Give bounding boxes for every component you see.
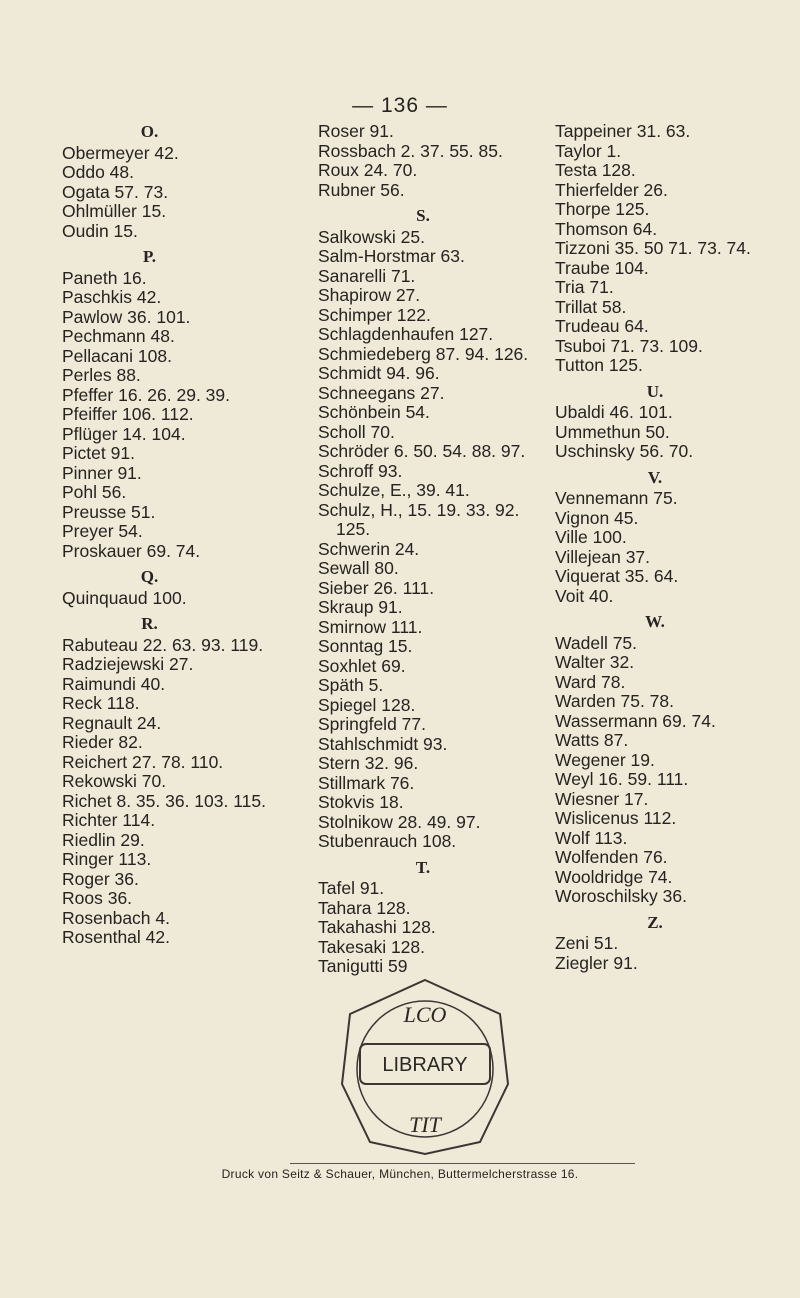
index-entry: Shapirow 27.	[318, 285, 421, 305]
index-section	[62, 247, 312, 561]
index-entry: Oddo 48.	[62, 162, 134, 182]
index-entry: Villejean 37.	[555, 546, 651, 567]
index-entry: Rieder 82.	[62, 732, 143, 752]
section-letter: O.	[140, 122, 159, 141]
index-entry: Pictet 91.	[62, 443, 135, 463]
section-letter: R.	[141, 614, 158, 633]
index-entry: Ohlmüller 15.	[62, 201, 167, 221]
index-entry: Traube 104.	[555, 257, 649, 278]
printer-imprint: Druck von Seitz & Schauer, München, Buttermelcherstrasse 16.	[221, 1167, 579, 1181]
index-entry: Thomson 64.	[555, 218, 658, 239]
index-entry: Pohl 56.	[62, 482, 127, 502]
index-entry: Watts 87.	[555, 730, 629, 750]
index-entry: Preyer 54.	[62, 521, 143, 541]
index-entry: Pechmann 48.	[62, 326, 175, 346]
index-entry: Riedlin 29.	[62, 829, 145, 850]
index-entry: Voit 40.	[555, 585, 614, 606]
index-entry: Schulz, H., 15. 19. 33. 92. 125.	[318, 499, 520, 539]
index-entry: Tsuboi 71. 73. 109.	[555, 335, 703, 356]
index-entry: Oudin 15.	[62, 220, 138, 241]
index-entry: Springfeld 77.	[318, 714, 426, 734]
index-entry: Wassermann 69. 74.	[555, 710, 716, 731]
index-entry: Paneth 16.	[62, 267, 147, 288]
index-entry: Reck 118.	[62, 693, 140, 713]
index-entry: Testa 128.	[555, 160, 636, 180]
index-entry: Richet 8. 35. 36. 103. 115.	[62, 790, 266, 811]
index-entry: Takesaki 128.	[318, 936, 426, 957]
index-entry: Viquerat 35. 64.	[555, 566, 679, 586]
index-entry: Ward 78.	[555, 671, 626, 692]
index-entry: Schwerin 24.	[318, 538, 420, 559]
index-entry: Roos 36.	[62, 888, 133, 908]
index-entry: Raimundi 40.	[62, 673, 166, 694]
index-entry: Vignon 45.	[555, 507, 639, 528]
index-entry: Ziegler 91.	[555, 952, 638, 973]
index-entry: Sonntag 15.	[318, 636, 413, 656]
index-entry: Rosenbach 4.	[62, 907, 170, 928]
index-entry: Wiesner 17.	[555, 788, 649, 809]
page-number: — 136 —	[352, 94, 448, 117]
index-entry: Taylor 1.	[555, 140, 622, 161]
index-entry: Tutton 125.	[555, 355, 643, 375]
index-entry: Thierfelder 26.	[555, 179, 668, 200]
index-entry: Wolfenden 76.	[555, 847, 668, 867]
index-entry: Salkowski 25.	[318, 226, 425, 247]
index-entry: Rossbach 2. 37. 55. 85.	[318, 140, 503, 161]
index-entry: Tanigutti 59	[318, 956, 408, 976]
index-entry: Pawlow 36. 101.	[62, 306, 191, 327]
index-entry: Richter 114.	[62, 810, 156, 830]
index-entry: Spiegel 128.	[318, 694, 416, 715]
index-entry: Salm-Horstmar 63.	[318, 246, 465, 266]
index-entry: Proskauer 69. 74.	[62, 540, 201, 561]
index-entry: Schlagdenhaufen 127.	[318, 324, 494, 344]
section-letter: W.	[645, 612, 665, 631]
index-entry: Tria 71.	[555, 277, 614, 297]
index-section	[62, 122, 312, 241]
index-entry: Regnault 24.	[62, 712, 162, 733]
index-entry: Roux 24. 70.	[318, 160, 418, 180]
index-entry: Trillat 58.	[555, 296, 627, 317]
section-letter: S.	[416, 206, 430, 225]
index-section	[62, 567, 312, 608]
index-entry: Reichert 27. 78. 110.	[62, 751, 224, 772]
index-column-3	[555, 122, 800, 973]
index-entry: Ogata 57. 73.	[62, 181, 169, 202]
index-entry: Soxhlet 69.	[318, 655, 406, 676]
index-entry: Vennemann 75.	[555, 488, 678, 508]
index-entry: Stern 32. 96.	[318, 753, 419, 773]
index-entry: Wooldridge 74.	[555, 866, 673, 887]
index-entry: Pellacani 108.	[62, 345, 172, 366]
index-entry: Rabuteau 22. 63. 93. 119.	[62, 634, 264, 655]
section-letter: T.	[415, 857, 431, 877]
index-entry: Schmiedeberg 87. 94. 126.	[318, 343, 529, 364]
index-entry: Tafel 91.	[318, 878, 385, 898]
index-section	[555, 612, 800, 907]
index-entry: Ringer 113.	[62, 849, 152, 869]
index-section	[62, 614, 312, 948]
index-entry: Schimper 122.	[318, 304, 431, 325]
section-letter: U.	[646, 381, 664, 401]
index-entry: Schröder 6. 50. 54. 88. 97.	[318, 441, 526, 461]
index-entry: Roger 36.	[62, 868, 139, 889]
index-entry: Warden 75. 78.	[555, 691, 675, 711]
index-entry: Sewall 80.	[318, 558, 399, 578]
index-entry: Pfeffer 16. 26. 29. 39.	[62, 384, 230, 405]
index-entry: Stokvis 18.	[318, 792, 404, 812]
index-entry: Sanarelli 71.	[318, 265, 416, 286]
index-entry: Schneegans 27.	[318, 382, 445, 403]
section-letter: V.	[647, 467, 663, 487]
index-section	[318, 206, 568, 852]
index-entry: Uschinsky 56. 70.	[555, 441, 694, 461]
index-entry: Trudeau 64.	[555, 316, 649, 336]
index-entry: Schönbein 54.	[318, 402, 430, 422]
index-entry: Rekowski 70.	[62, 771, 167, 791]
section-letter: P.	[142, 247, 157, 266]
index-entry: Stolnikow 28. 49. 97.	[318, 811, 481, 832]
index-section	[318, 858, 568, 977]
index-entry: Schroff 93.	[318, 460, 403, 481]
index-entry: Preusse 51.	[62, 501, 156, 522]
index-entry: Späth 5.	[318, 675, 384, 695]
index-entry: Weyl 16. 59. 111.	[555, 769, 689, 789]
index-entry: Rosenthal 42.	[62, 927, 170, 947]
index-entry: Rubner 56.	[318, 179, 405, 200]
index-entry: Radziejewski 27.	[62, 654, 194, 674]
index-entry: Wislicenus 112.	[555, 808, 677, 828]
footer-rule	[290, 1163, 635, 1164]
index-entry: Ville 100.	[555, 527, 627, 547]
index-entry: Woroschilsky 36.	[555, 886, 687, 906]
index-entry: Tappeiner 31. 63.	[555, 121, 691, 141]
index-entry: Schulze, E., 39. 41.	[318, 480, 470, 500]
stamp-center-text: LIBRARY	[382, 1054, 468, 1076]
index-entry: Stubenrauch 108.	[318, 831, 457, 851]
index-section	[318, 122, 568, 200]
library-stamp-graphic	[330, 974, 520, 1160]
index-entry: Obermeyer 42.	[62, 142, 179, 163]
index-column-1	[62, 122, 312, 948]
index-entry: Thorpe 125.	[555, 199, 650, 219]
stamp-top-text: LCO	[403, 1002, 447, 1027]
index-entry: Pfeiffer 106. 112.	[62, 404, 194, 424]
index-entry: Walter 32.	[555, 652, 635, 672]
index-section	[555, 122, 800, 376]
index-entry: Wadell 75.	[555, 632, 638, 653]
stamp-bottom-text: TIT	[409, 1112, 441, 1137]
index-entry: Quinquaud 100.	[62, 587, 187, 608]
index-entry: Stillmark 76.	[318, 772, 415, 793]
section-letter: Z.	[647, 912, 663, 932]
index-section	[555, 382, 800, 462]
section-letter: Q.	[140, 567, 159, 586]
index-entry: Tizzoni 35. 50 71. 73. 74.	[555, 238, 751, 258]
index-entry: Roser 91.	[318, 121, 394, 141]
index-entry: Sieber 26. 111.	[318, 577, 435, 598]
index-section	[555, 468, 800, 607]
index-entry: Zeni 51.	[555, 933, 619, 953]
library-stamp	[330, 974, 520, 1160]
index-entry: Smirnow 111.	[318, 616, 423, 637]
index-entry: Skraup 91.	[318, 597, 403, 617]
index-entry: Takahashi 128.	[318, 917, 436, 937]
index-entry: Scholl 70.	[318, 421, 395, 442]
index-entry: Perles 88.	[62, 365, 141, 385]
index-column-2	[318, 122, 568, 977]
index-section	[555, 913, 800, 974]
index-entry: Stahlschmidt 93.	[318, 733, 448, 754]
index-entry: Paschkis 42.	[62, 287, 162, 307]
index-entry: Pflüger 14. 104.	[62, 423, 186, 444]
index-entry: Ubaldi 46. 101.	[555, 402, 673, 422]
index-entry: Ummethun 50.	[555, 421, 670, 442]
index-entry: Wolf 113.	[555, 827, 628, 848]
index-entry: Tahara 128.	[318, 897, 411, 918]
index-entry: Pinner 91.	[62, 462, 142, 483]
index-entry: Schmidt 94. 96.	[318, 363, 440, 383]
index-entry: Wegener 19.	[555, 749, 655, 770]
